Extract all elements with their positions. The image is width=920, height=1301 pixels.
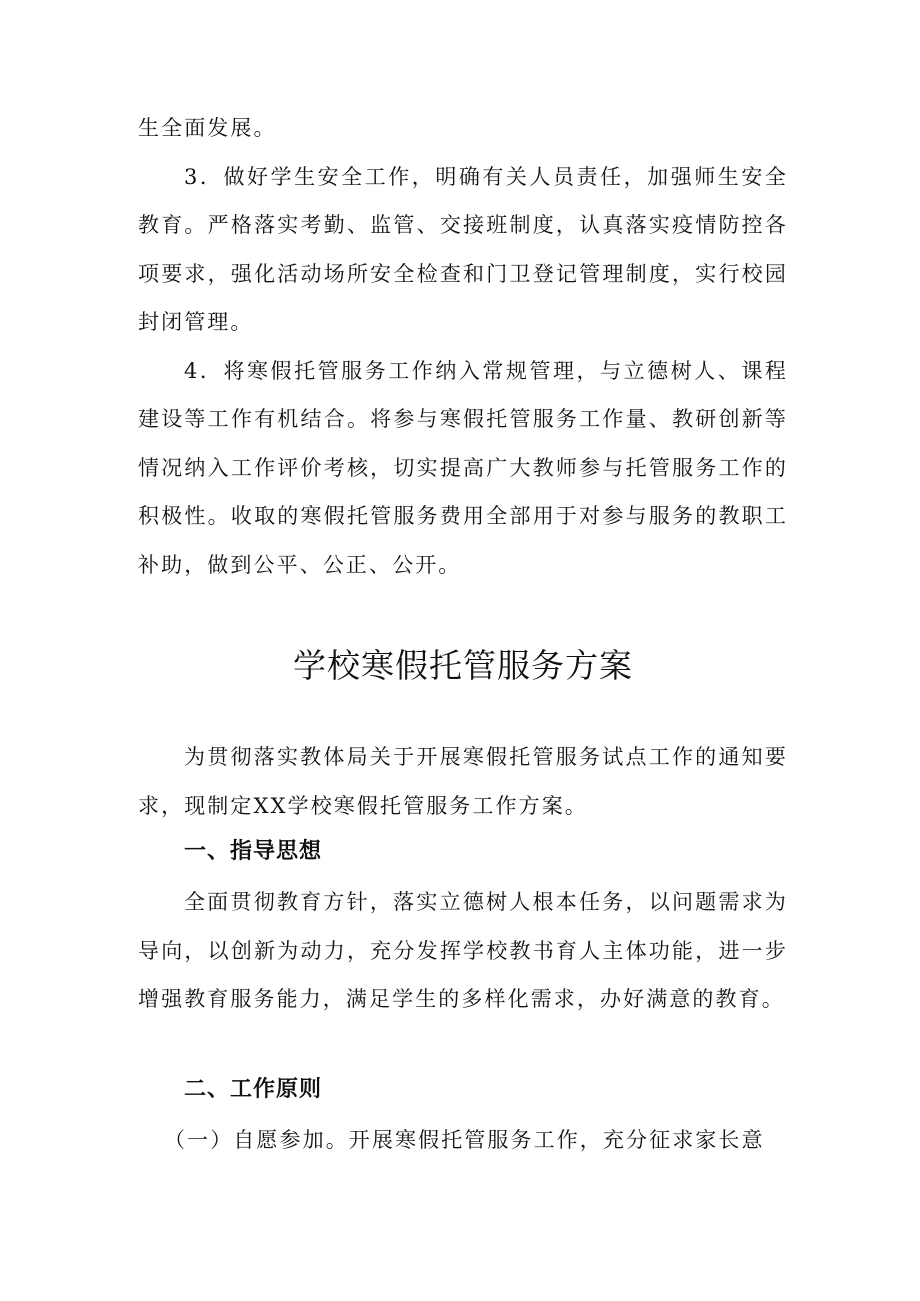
- intro-paragraph: 为贯彻落实教体局关于开展寒假托管服务试点工作的通知要求，现制定XX学校寒假托管服务工作方案。: [138, 745, 788, 818]
- section-1-heading: 一、指导思想: [184, 839, 323, 864]
- section-2-item-1: （一）自愿参加。开展寒假托管服务工作，充分征求家长意: [164, 1127, 765, 1152]
- paragraph-continuation: 生全面发展。: [138, 116, 277, 140]
- document-title: 学校寒假托管服务方案: [293, 646, 633, 685]
- section-1-body: 全面贯彻教育方针，落实立德树人根本任务，以问题需求为导向，以创新为动力，充分发挥学校教书育人主体功能，进一步增强教育服务能力，满足学生的多样化需求，办好满意的教育。: [138, 890, 788, 1011]
- section-2-heading: 二、工作原则: [184, 1076, 323, 1102]
- document-page: [138, 104, 788, 1164]
- paragraph-item-3: 3．做好学生安全工作，明确有关人员责任，加强师生安全教育。严格落实考勤、监管、交接班制度，认真落实疫情防控各项要求，强化活动场所安全检查和门卫登记管理制度，实行校园封闭管理。: [138, 164, 788, 334]
- paragraph-item-4: 4．将寒假托管服务工作纳入常规管理，与立德树人、课程建设等工作有机结合。将参与寒假托管服务工作量、教研创新等情况纳入工作评价考核，切实提高广大教师参与托管服务工作的积极性。收取的寒假托管服务费用全部用于对参与服务的教职工补助，做到公平、公正、公开。: [138, 358, 788, 577]
